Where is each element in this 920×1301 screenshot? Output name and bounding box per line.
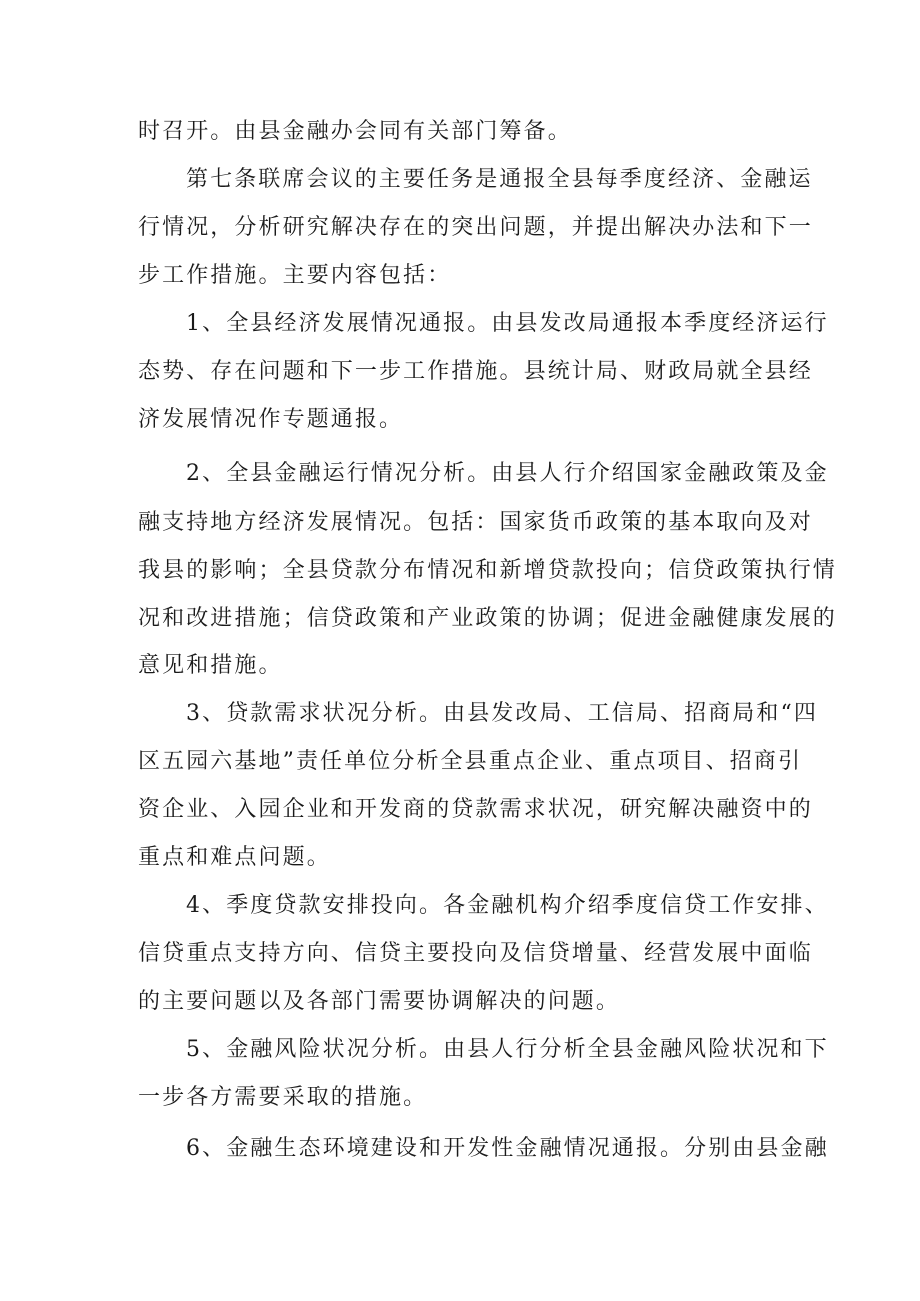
text-line: 3、贷款需求状况分析。由县发改局、工信局、招商局和“四 — [186, 701, 818, 726]
text-line: 5、金融风险状况分析。由县人行分析全县金融风险状况和下 — [186, 1037, 829, 1062]
text-line: 重点和难点问题。 — [138, 845, 331, 870]
text-line: 意见和措施。 — [138, 653, 283, 678]
text-line: 济发展情况作专题通报。 — [138, 407, 404, 432]
text-line: 第七条联席会议的主要任务是通报全县每季度经济、金融运 — [186, 167, 813, 192]
text-line: 2、全县金融运行情况分析。由县人行介绍国家金融政策及金 — [186, 461, 829, 486]
text-line: 资企业、入园企业和开发商的贷款需求状况，研究解决融资中的 — [138, 797, 813, 822]
text-line: 的主要问题以及各部门需要协调解决的问题。 — [138, 989, 621, 1014]
text-line: 我县的影响；全县贷款分布情况和新增贷款投向；信贷政策执行情 — [138, 558, 837, 583]
text-line: 融支持地方经济发展情况。包括：国家货币政策的基本取向及对 — [138, 510, 813, 535]
text-line: 态势、存在问题和下一步工作措施。县统计局、财政局就全县经 — [138, 359, 813, 384]
text-line: 一步各方需要采取的措施。 — [138, 1085, 428, 1110]
text-line: 区五园六基地”责任单位分析全县重点企业、重点项目、招商引 — [138, 749, 803, 774]
text-line: 行情况，分析研究解决存在的突出问题，并提出解决办法和下一 — [138, 215, 813, 240]
text-line: 时召开。由县金融办会同有关部门筹备。 — [138, 119, 572, 144]
text-line: 4、季度贷款安排投向。各金融机构介绍季度信贷工作安排、 — [186, 893, 829, 918]
text-line: 况和改进措施；信贷政策和产业政策的协调；促进金融健康发展的 — [138, 606, 837, 631]
text-line: 6、金融生态环境建设和开发性金融情况通报。分别由县金融 — [186, 1136, 829, 1161]
text-line: 1、全县经济发展情况通报。由县发改局通报本季度经济运行 — [186, 311, 829, 336]
text-line: 步工作措施。主要内容包括： — [138, 263, 452, 288]
text-line: 信贷重点支持方向、信贷主要投向及信贷增量、经营发展中面临 — [138, 941, 813, 966]
